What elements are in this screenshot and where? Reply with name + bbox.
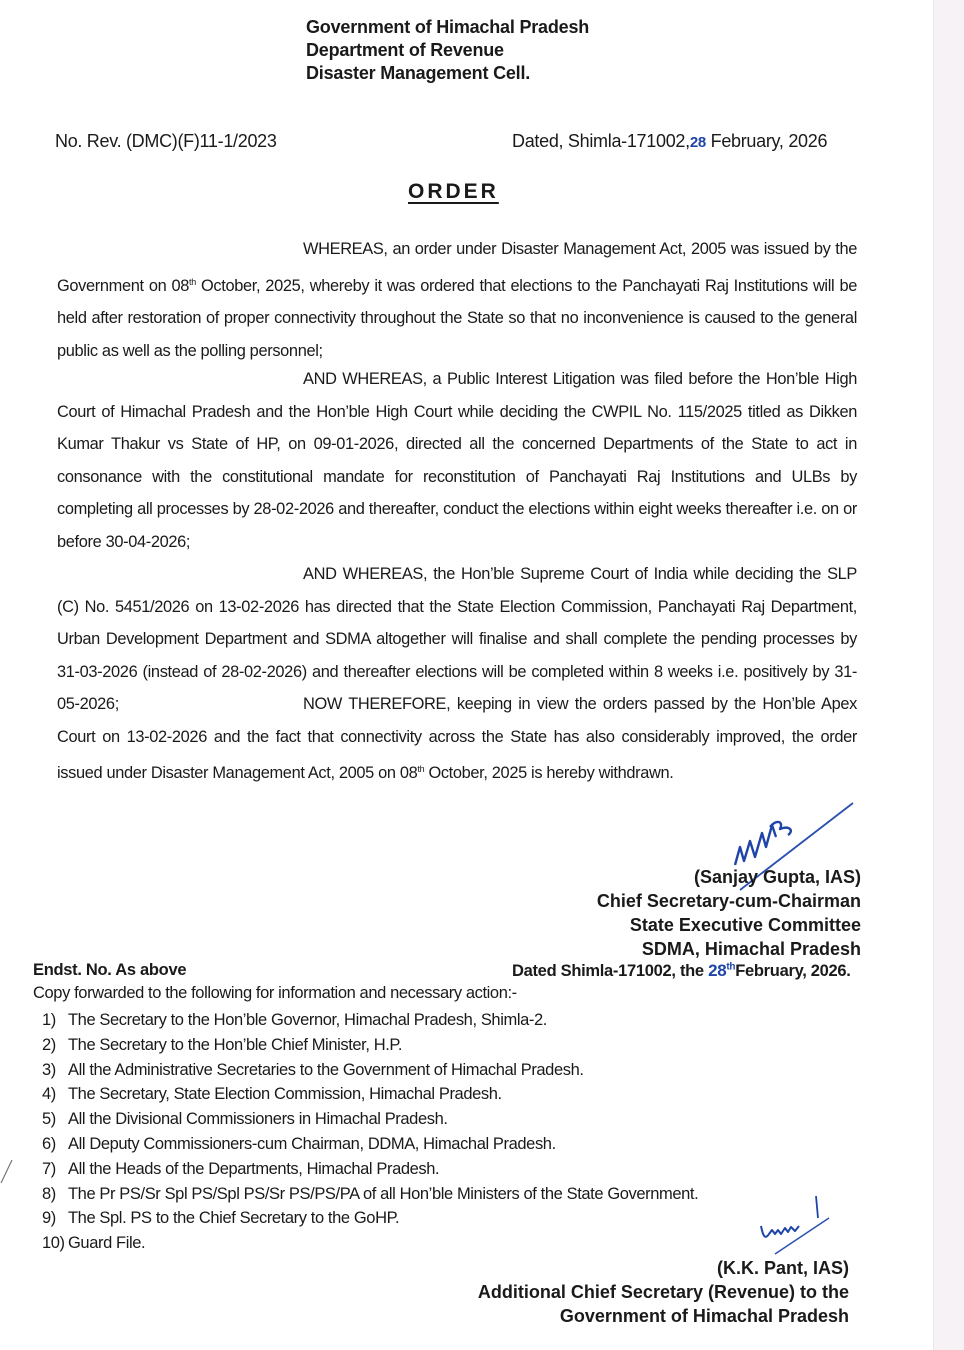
signatory-designation: Chief Secretary-cum-Chairman bbox=[596, 891, 861, 911]
paragraph-whereas-2 bbox=[57, 363, 857, 558]
recipient-text: All the Heads of the Departments, Himachal Pradesh. bbox=[68, 1159, 440, 1178]
letterhead-cell: Disaster Management Cell. bbox=[306, 63, 531, 83]
paragraph-text: WHEREAS, an order under Disaster Management Act, 2005 was issued by the Government on 08 bbox=[57, 240, 857, 295]
letterhead bbox=[306, 16, 589, 85]
order-date-suffix: February, 2026 bbox=[705, 131, 828, 151]
signature-block-chief-secretary bbox=[597, 865, 861, 961]
paragraph-whereas-1 bbox=[57, 233, 857, 367]
recipient-item bbox=[42, 1132, 698, 1157]
endorsement-number: Endst. No. As above bbox=[33, 961, 187, 979]
recipient-text: All Deputy Commissioners-cum Chairman, DDMA, Himachal Pradesh. bbox=[68, 1134, 556, 1153]
recipient-item bbox=[42, 1107, 698, 1132]
page-edge-strip bbox=[933, 0, 964, 1350]
recipient-number: 10) bbox=[42, 1234, 65, 1253]
recipient-number: 2) bbox=[42, 1035, 56, 1054]
recipient-number: 7) bbox=[42, 1159, 56, 1178]
recipient-number: 1) bbox=[42, 1011, 56, 1029]
handwritten-day: 28 bbox=[708, 961, 727, 980]
recipient-text: The Spl. PS to the Chief Secretary to the GoHP. bbox=[68, 1209, 400, 1228]
ordinal-suffix: th bbox=[417, 764, 425, 774]
recipient-list bbox=[42, 1008, 698, 1256]
recipient-number: 9) bbox=[42, 1209, 56, 1228]
signature-block-acs-revenue bbox=[478, 1256, 849, 1328]
recipient-item bbox=[42, 1058, 698, 1083]
signatory-designation: Additional Chief Secretary (Revenue) to the bbox=[477, 1282, 849, 1302]
signatory-designation: SDMA, Himachal Pradesh bbox=[641, 939, 861, 959]
recipient-item bbox=[42, 1082, 698, 1107]
paragraph-text: NOW THEREFORE, keeping in view the orders passed by the Hon’ble Apex Court on 13-02-2026 and the fact that connectivity across the State has also considerably improved, the order issued under Disaster Management Act, 2005 on 08 bbox=[57, 695, 857, 782]
handwritten-day: 28 bbox=[689, 134, 706, 151]
ordinal-suffix: th bbox=[189, 276, 196, 287]
paragraph-text: AND WHEREAS, a Public Interest Litigation was filed before the Hon’ble High Court of Himachal Pradesh and the Hon’ble High Court while deciding the CWPIL No. 115/2025 titled as Dikken Kumar Thakur vs State of HP, on 09-01-2026, directed all the concerned Departments of the State to act in consonance with the constitutional mandate for reconstitution of Panchayati Raj Institutions and ULBs by completing all processes by 28-02-2026 and thereafter, conduct the elections within eight weeks thereafter i.e. on or before 30-04-2026; bbox=[57, 370, 857, 551]
order-title: ORDER bbox=[408, 180, 499, 203]
order-date-prefix: Dated, Shimla-171002, bbox=[512, 131, 690, 151]
handwritten-ordinal: th bbox=[726, 961, 736, 973]
reference-number: No. Rev. (DMC)(F)11-1/2023 bbox=[55, 131, 277, 151]
recipient-text: All the Divisional Commissioners in Himachal Pradesh. bbox=[68, 1110, 448, 1129]
endorsement-date bbox=[512, 961, 851, 981]
recipient-text: Guard File. bbox=[68, 1234, 146, 1253]
order-date bbox=[512, 131, 827, 152]
paragraph-text: October, 2025, whereby it was ordered that elections to the Panchayati Raj Institutions will be held after restoration of proper connectivity throughout the State so that no inconvenience is caused to the general public as well as the polling personnel; bbox=[57, 276, 857, 360]
copy-forwarded-intro: Copy forwarded to the following for information and necessary action:- bbox=[33, 984, 517, 1002]
recipient-number: 6) bbox=[42, 1134, 56, 1153]
recipient-text: The Secretary to the Hon’ble Chief Minister, H.P. bbox=[68, 1035, 403, 1054]
recipient-item bbox=[42, 1182, 698, 1207]
recipient-text: All the Administrative Secretaries to the Government of Himachal Pradesh. bbox=[68, 1060, 584, 1079]
recipient-item bbox=[42, 1206, 698, 1231]
paragraph-text: AND WHEREAS, the Hon’ble Supreme Court of India while deciding the SLP (C) No. 5451/2026 on 13-02-2026 has directed that the State Election Commission, Panchayati Raj Department, Urban Development Department and SDMA altogether will finalise and shall complete the pending processes by 31-03-2026 (instead of 28-02-2026) and thereafter elections will be completed within 8 weeks i.e. positively by 31-05-2026; bbox=[57, 565, 857, 713]
letterhead-department: Department of Revenue bbox=[306, 40, 504, 60]
recipient-number: 4) bbox=[42, 1085, 56, 1104]
endorsement-date-suffix: February, 2026. bbox=[735, 962, 851, 980]
letterhead-government: Government of Himachal Pradesh bbox=[306, 17, 590, 37]
signatory-designation: State Executive Committee bbox=[629, 915, 861, 935]
recipient-number: 5) bbox=[42, 1110, 56, 1129]
signatory-name: (K.K. Pant, IAS) bbox=[716, 1258, 849, 1278]
paragraph-text: October, 2025 is hereby withdrawn. bbox=[424, 764, 674, 782]
tick-mark-icon bbox=[0, 1158, 14, 1184]
recipient-text: The Secretary to the Hon’ble Governor, Himachal Pradesh, Shimla-2. bbox=[68, 1011, 547, 1029]
signatory-designation: Government of Himachal Pradesh bbox=[559, 1306, 849, 1326]
endorsement-date-prefix: Dated Shimla-171002, the bbox=[512, 962, 709, 980]
recipient-number: 3) bbox=[42, 1060, 56, 1079]
recipient-text: The Pr PS/Sr Spl PS/Spl PS/Sr PS/PS/PA of all Hon’ble Ministers of the State Government. bbox=[68, 1184, 699, 1203]
paragraph-now-therefore bbox=[57, 688, 857, 790]
signatory-name: (Sanjay Gupta, IAS) bbox=[693, 867, 861, 887]
recipient-item bbox=[42, 1231, 698, 1256]
recipient-number: 8) bbox=[42, 1184, 56, 1203]
recipient-text: The Secretary, State Election Commission, Himachal Pradesh. bbox=[68, 1085, 502, 1104]
recipient-item bbox=[42, 1033, 698, 1058]
recipient-item bbox=[42, 1008, 698, 1033]
recipient-item bbox=[42, 1157, 698, 1182]
